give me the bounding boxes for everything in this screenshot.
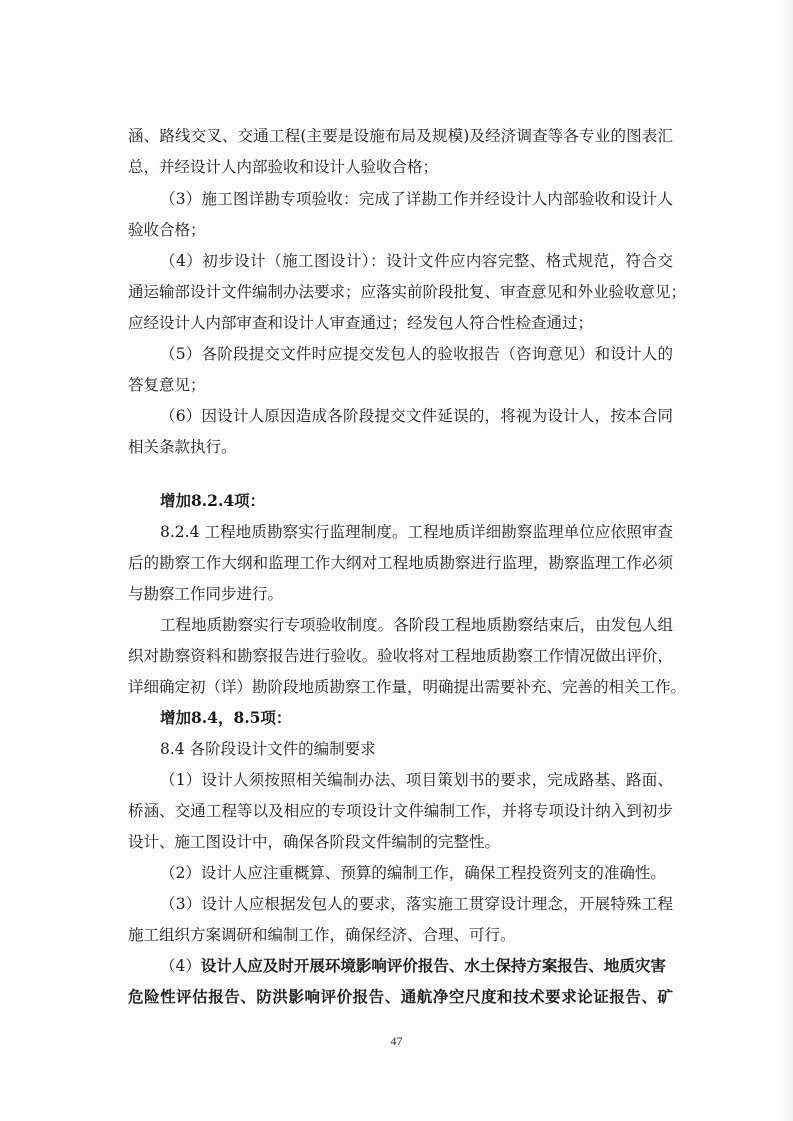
- text-line: 答复意见；: [128, 376, 206, 394]
- page-number: 47: [390, 1034, 403, 1048]
- text-line: （5）各阶段提交文件时应提交发包人的验收报告（咨询意见）和设计人的: [160, 345, 673, 363]
- text-line: 验收合格；: [128, 221, 206, 239]
- section-heading: 增加8.2.4项：: [160, 491, 266, 510]
- text-line: 涵、路线交叉、交通工程(主要是设施布局及规模)及经济调查等各专业的图表汇: [128, 127, 673, 145]
- text-line: （6）因设计人原因造成各阶段提交文件延误的，将视为设计人，按本合同: [160, 407, 673, 425]
- text-line: 8.2.4 工程地质勘察实行监理制度。工程地质详细勘察监理单位应依照审查: [160, 523, 673, 541]
- text-line: （3）施工图详勘专项验收：完成了详勘工作并经设计人内部验收和设计人: [160, 190, 673, 208]
- text-line: 与勘察工作同步进行。: [128, 585, 284, 603]
- text-line: 工程地质勘察实行专项验收制度。各阶段工程地质勘察结束后，由发包人组: [160, 616, 673, 634]
- item-number: （4）: [160, 957, 201, 975]
- text-line: （3）设计人应根据发包人的要求，落实施工贯穿设计理念，开展特殊工程: [160, 895, 673, 913]
- text-line: 相关条款执行。: [128, 438, 237, 456]
- text-line: 应经设计人内部审查和设计人审查通过；经发包人符合性检查通过；: [128, 314, 594, 332]
- section-heading: 增加8.4，8.5项：: [160, 708, 292, 727]
- text-line: 总，并经设计人内部验收和设计人验收合格；: [128, 158, 439, 176]
- bold-text: 设计人应及时开展环境影响评价报告、水土保持方案报告、地质灾害: [200, 956, 666, 975]
- text-line: 织对勘察资料和勘察报告进行验收。验收将对工程地质勘察工作情况做出评价，: [128, 647, 673, 665]
- text-line: 桥涵、交通工程等以及相应的专项设计文件编制工作，并将专项设计纳入到初步: [128, 802, 673, 820]
- text-line: （1）设计人须按照相关编制办法、项目策划书的要求，完成路基、路面、: [160, 771, 673, 789]
- text-line: 后的勘察工作大纲和监理工作大纲对工程地质勘察进行监理，勘察监理工作必须: [128, 554, 673, 572]
- text-line: （4）初步设计（施工图设计）：设计文件应内容完整、格式规范，符合交: [160, 252, 673, 270]
- subsection-heading: 8.4 各阶段设计文件的编制要求: [160, 740, 376, 758]
- text-line: （2）设计人应注重概算、预算的编制工作，确保工程投资列支的准确性。: [160, 864, 666, 882]
- text-line: 设计、施工图设计中，确保各阶段文件编制的完整性。: [128, 833, 501, 851]
- page-edge: [779, 0, 793, 1121]
- text-line: 施工组织方案调研和编制工作，确保经济、合理、可行。: [128, 926, 516, 944]
- text-line: 详细确定初（详）勘阶段地质勘察工作量，明确提出需要补充、完善的相关工作。: [128, 678, 687, 696]
- text-line: [160, 955, 673, 977]
- bold-text-line: 危险性评估报告、防洪影响评价报告、通航净空尺度和技术要求论证报告、矿: [128, 987, 673, 1006]
- text-line: 通运输部设计文件编制办法要求；应落实前阶段批复、审查意见和外业验收意见；: [128, 283, 687, 301]
